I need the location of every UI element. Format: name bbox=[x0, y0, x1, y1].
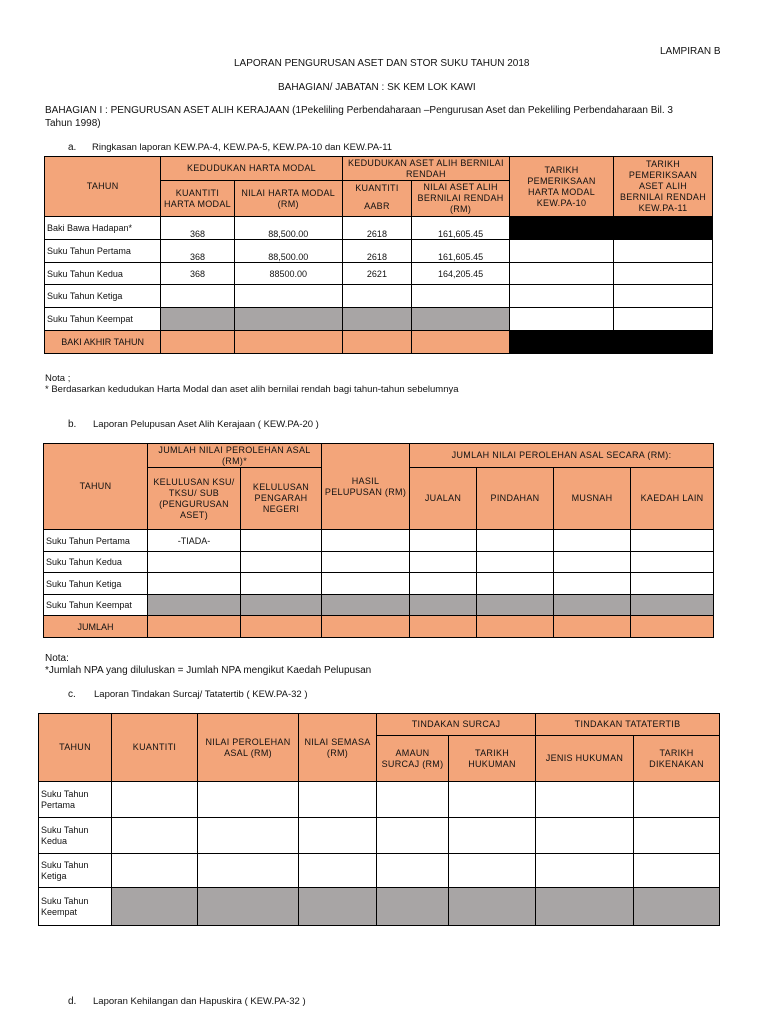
cell-empty bbox=[449, 782, 536, 818]
row-label-line2: Kedua bbox=[41, 835, 68, 846]
cell-total bbox=[161, 331, 234, 354]
cell-empty bbox=[449, 854, 536, 888]
cell-empty bbox=[634, 818, 720, 854]
header-tarikh-hukuman: TARIKH HUKUMAN bbox=[449, 736, 536, 782]
header-nilai-aset-alih: NILAI ASET ALIH BERNILAI RENDAH (RM) bbox=[412, 181, 510, 217]
section-a-nota-text: * Berdasarkan kedudukan Harta Modal dan aset alih bernilai rendah bagi tahun-tahun sebelumnya bbox=[45, 384, 459, 395]
header-tindakan-tatatertib: TINDAKAN TATATERTIB bbox=[536, 714, 720, 736]
row-label-line1: Suku Tahun bbox=[41, 859, 89, 870]
cell-empty bbox=[634, 782, 720, 818]
cell-nilai-hm: 88,500.00 bbox=[234, 217, 342, 240]
cell-empty bbox=[112, 818, 198, 854]
cell-empty bbox=[148, 573, 241, 595]
section-d-title: Laporan Kehilangan dan Hapuskira ( KEW.PA-32 ) bbox=[93, 996, 306, 1007]
cell-empty bbox=[241, 573, 322, 595]
cell-empty bbox=[614, 308, 713, 331]
cell-greyed bbox=[198, 888, 299, 926]
section-b-marker: b. bbox=[68, 419, 77, 430]
cell-empty bbox=[410, 530, 477, 552]
table-row bbox=[45, 308, 713, 331]
cell-total bbox=[631, 616, 714, 638]
table-row bbox=[45, 285, 713, 308]
cell-empty bbox=[554, 552, 631, 573]
cell-blacked bbox=[614, 331, 713, 354]
row-label bbox=[39, 782, 112, 818]
cell-nilai-aabr: 161,605.45 bbox=[412, 240, 510, 263]
section-b-nota-title: Nota: bbox=[45, 653, 69, 664]
cell-empty bbox=[631, 552, 714, 573]
cell-greyed bbox=[299, 888, 377, 926]
cell-empty bbox=[631, 573, 714, 595]
cell-empty bbox=[198, 782, 299, 818]
cell-empty bbox=[377, 818, 449, 854]
header-jualan: JUALAN bbox=[410, 468, 477, 530]
header-nilai-semasa: NILAI SEMASA (RM) bbox=[299, 714, 377, 782]
cell-empty bbox=[148, 552, 241, 573]
cell-greyed bbox=[342, 308, 411, 331]
cell-empty bbox=[410, 573, 477, 595]
table-row bbox=[45, 240, 713, 263]
row-label: Suku Tahun Pertama bbox=[44, 530, 148, 552]
header-jenis-hukuman: JENIS HUKUMAN bbox=[536, 736, 634, 782]
table-row bbox=[44, 552, 714, 573]
cell-empty bbox=[477, 552, 554, 573]
header-kuantiti-aabr-line2: AABR bbox=[364, 201, 390, 211]
cell-nilai-hm: 88,500.00 bbox=[234, 240, 342, 263]
lampiran-label: LAMPIRAN B bbox=[660, 46, 721, 57]
header-pindahan: PINDAHAN bbox=[477, 468, 554, 530]
cell-empty bbox=[536, 782, 634, 818]
cell-kuantiti-hm: 368 bbox=[161, 263, 234, 285]
row-label bbox=[39, 854, 112, 888]
cell-greyed bbox=[161, 308, 234, 331]
cell-greyed bbox=[631, 595, 714, 616]
cell-empty bbox=[198, 818, 299, 854]
bahagian-heading-cont: Tahun 1998) bbox=[45, 118, 101, 129]
cell-empty bbox=[322, 573, 410, 595]
cell-empty bbox=[322, 530, 410, 552]
header-jumlah-secara: JUMLAH NILAI PEROLEHAN ASAL SECARA (RM): bbox=[410, 444, 714, 468]
cell-greyed bbox=[112, 888, 198, 926]
header-nilai-harta-modal: NILAI HARTA MODAL (RM) bbox=[234, 181, 342, 217]
cell-empty bbox=[554, 530, 631, 552]
cell-total bbox=[554, 616, 631, 638]
cell-empty bbox=[342, 285, 411, 308]
cell-empty bbox=[161, 285, 234, 308]
header-kaedah-lain: KAEDAH LAIN bbox=[631, 468, 714, 530]
header-amaun-surcaj: AMAUN SURCAJ (RM) bbox=[377, 736, 449, 782]
cell-total bbox=[148, 616, 241, 638]
row-label: Suku Tahun Keempat bbox=[44, 595, 148, 616]
cell-kuantiti-aabr: 2621 bbox=[342, 263, 411, 285]
row-label-total: JUMLAH bbox=[44, 616, 148, 638]
table-row bbox=[45, 217, 713, 240]
cell-nilai-aabr: 164,205.45 bbox=[412, 263, 510, 285]
row-label: Suku Tahun Kedua bbox=[45, 263, 161, 285]
table-row bbox=[45, 263, 713, 285]
cell-empty bbox=[449, 818, 536, 854]
row-label: Suku Tahun Ketiga bbox=[45, 285, 161, 308]
header-kedudukan-harta-modal: KEDUDUKAN HARTA MODAL bbox=[161, 157, 343, 181]
cell-empty bbox=[299, 854, 377, 888]
cell-greyed bbox=[634, 888, 720, 926]
cell-greyed bbox=[477, 595, 554, 616]
cell-kuantiti-hm: 368 bbox=[161, 240, 234, 263]
section-d-marker: d. bbox=[68, 996, 77, 1007]
section-c-title: Laporan Tindakan Surcaj/ Tatatertib ( KEW.PA-32 ) bbox=[94, 689, 308, 700]
table-row bbox=[39, 854, 720, 888]
department-label: BAHAGIAN/ JABATAN : SK KEM LOK KAWI bbox=[278, 82, 476, 93]
cell-greyed bbox=[412, 308, 510, 331]
cell-empty bbox=[241, 530, 322, 552]
cell-empty bbox=[510, 240, 614, 263]
table-row bbox=[45, 331, 713, 354]
cell-kuantiti-aabr: 2618 bbox=[342, 217, 411, 240]
cell-empty bbox=[241, 552, 322, 573]
section-a-title: Ringkasan laporan KEW.PA-4, KEW.PA-5, KEW.PA-10 dan KEW.PA-11 bbox=[92, 142, 393, 153]
header-musnah: MUSNAH bbox=[554, 468, 631, 530]
section-b-title: Laporan Pelupusan Aset Alih Kerajaan ( KEW.PA-20 ) bbox=[93, 419, 319, 430]
header-kuantiti-harta-modal: KUANTITI HARTA MODAL bbox=[161, 181, 234, 217]
cell-empty bbox=[631, 530, 714, 552]
cell-total bbox=[342, 331, 411, 354]
cell-empty bbox=[299, 782, 377, 818]
table-row bbox=[44, 595, 714, 616]
cell-empty bbox=[614, 240, 713, 263]
header-tarikh-pa11: TARIKH PEMERIKSAAN ASET ALIH BERNILAI RENDAH KEW.PA-11 bbox=[614, 157, 713, 217]
cell-greyed bbox=[241, 595, 322, 616]
header-tindakan-surcaj: TINDAKAN SURCAJ bbox=[377, 714, 536, 736]
cell-total bbox=[234, 331, 342, 354]
cell-empty bbox=[299, 818, 377, 854]
cell-nilai-aabr: 161,605.45 bbox=[412, 217, 510, 240]
cell-empty bbox=[536, 854, 634, 888]
cell-empty bbox=[477, 530, 554, 552]
cell-greyed bbox=[322, 595, 410, 616]
header-kuantiti: KUANTITI bbox=[112, 714, 198, 782]
table-row bbox=[44, 616, 714, 638]
cell-ksu: -TIADA- bbox=[148, 530, 241, 552]
cell-empty bbox=[377, 854, 449, 888]
row-label-line2: Pertama bbox=[41, 799, 76, 810]
header-tahun: TAHUN bbox=[39, 714, 112, 782]
cell-empty bbox=[112, 782, 198, 818]
cell-greyed bbox=[410, 595, 477, 616]
cell-empty bbox=[477, 573, 554, 595]
table-row bbox=[39, 818, 720, 854]
cell-blacked bbox=[510, 331, 614, 354]
row-label: Suku Tahun Keempat bbox=[45, 308, 161, 331]
table-a bbox=[44, 156, 713, 354]
cell-empty bbox=[198, 854, 299, 888]
header-kedudukan-aset-alih: KEDUDUKAN ASET ALIH BERNILAI RENDAH bbox=[342, 157, 509, 181]
section-c-marker: c. bbox=[68, 689, 76, 700]
cell-nilai-hm: 88500.00 bbox=[234, 263, 342, 285]
row-label-line2: Ketiga bbox=[41, 870, 67, 881]
row-label: Suku Tahun Ketiga bbox=[44, 573, 148, 595]
cell-empty bbox=[614, 285, 713, 308]
page-title: LAPORAN PENGURUSAN ASET DAN STOR SUKU TAHUN 2018 bbox=[234, 58, 530, 69]
header-kelulusan-ksu: KELULUSAN KSU/ TKSU/ SUB (PENGURUSAN ASET) bbox=[148, 468, 241, 530]
row-label-line2: Keempat bbox=[41, 906, 78, 917]
cell-empty bbox=[377, 782, 449, 818]
cell-total bbox=[322, 616, 410, 638]
row-label bbox=[39, 888, 112, 926]
row-label-line1: Suku Tahun bbox=[41, 824, 89, 835]
cell-kuantiti-hm: 368 bbox=[161, 217, 234, 240]
section-a-marker: a. bbox=[68, 142, 77, 153]
cell-empty bbox=[634, 854, 720, 888]
cell-greyed bbox=[449, 888, 536, 926]
cell-greyed bbox=[234, 308, 342, 331]
cell-greyed bbox=[536, 888, 634, 926]
table-row bbox=[44, 530, 714, 552]
table-b bbox=[43, 443, 714, 638]
cell-blacked bbox=[614, 217, 713, 240]
cell-kuantiti-aabr: 2618 bbox=[342, 240, 411, 263]
cell-empty bbox=[234, 285, 342, 308]
header-tahun: TAHUN bbox=[45, 157, 161, 217]
cell-empty bbox=[536, 818, 634, 854]
bahagian-heading: BAHAGIAN I : PENGURUSAN ASET ALIH KERAJAAN (1Pekeliling Perbendaharaan –Pengurusan Aset dan Pekeliling Perbendaharaan Bil. 3 bbox=[45, 105, 673, 116]
table-row bbox=[39, 888, 720, 926]
cell-total bbox=[412, 331, 510, 354]
header-tarikh-pa10: TARIKH PEMERIKSAAN HARTA MODAL KEW.PA-10 bbox=[510, 157, 614, 217]
row-label: Baki Bawa Hadapan* bbox=[45, 217, 161, 240]
cell-empty bbox=[554, 573, 631, 595]
header-jumlah-nilai: JUMLAH NILAI PEROLEHAN ASAL (RM)* bbox=[148, 444, 322, 468]
header-kuantiti-aabr bbox=[342, 181, 411, 217]
cell-greyed bbox=[148, 595, 241, 616]
header-kuantiti-aabr-line1: KUANTITI bbox=[355, 183, 399, 193]
cell-empty bbox=[510, 285, 614, 308]
cell-empty bbox=[322, 552, 410, 573]
cell-empty bbox=[410, 552, 477, 573]
row-label: Suku Tahun Kedua bbox=[44, 552, 148, 573]
cell-total bbox=[477, 616, 554, 638]
section-a-nota-title: Nota ; bbox=[45, 373, 71, 384]
header-hasil-pelupusan: HASIL PELUPUSAN (RM) bbox=[322, 444, 410, 530]
cell-total bbox=[241, 616, 322, 638]
table-row bbox=[44, 573, 714, 595]
header-tahun: TAHUN bbox=[44, 444, 148, 530]
row-label: Suku Tahun Pertama bbox=[45, 240, 161, 263]
cell-greyed bbox=[554, 595, 631, 616]
cell-blacked bbox=[510, 217, 614, 240]
header-kelulusan-pengarah: KELULUSAN PENGARAH NEGERI bbox=[241, 468, 322, 530]
header-tarikh-dikenakan: TARIKH DIKENAKAN bbox=[634, 736, 720, 782]
table-c bbox=[38, 713, 720, 926]
cell-empty bbox=[412, 285, 510, 308]
row-label bbox=[39, 818, 112, 854]
cell-empty bbox=[510, 308, 614, 331]
cell-empty bbox=[112, 854, 198, 888]
header-nilai-perolehan: NILAI PEROLEHAN ASAL (RM) bbox=[198, 714, 299, 782]
cell-greyed bbox=[377, 888, 449, 926]
cell-empty bbox=[510, 263, 614, 285]
section-b-nota-text: *Jumlah NPA yang diluluskan = Jumlah NPA mengikut Kaedah Pelupusan bbox=[45, 665, 372, 676]
row-label-total: BAKI AKHIR TAHUN bbox=[45, 331, 161, 354]
table-row bbox=[39, 782, 720, 818]
row-label-line1: Suku Tahun bbox=[41, 895, 89, 906]
cell-total bbox=[410, 616, 477, 638]
row-label-line1: Suku Tahun bbox=[41, 788, 89, 799]
cell-empty bbox=[614, 263, 713, 285]
